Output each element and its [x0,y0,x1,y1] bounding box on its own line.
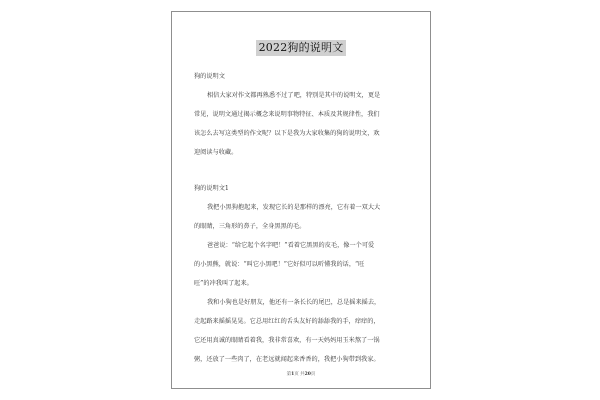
para2-line: 爸爸说：“给它起个名字吧！”看着它黑黑的皮毛，像一个可爱 [207,242,375,249]
subsection-heading: 狗的说明文1 [194,185,229,192]
para3-line: 粥，还放了一些肉了，在老远就闻起来香香的，我把小狗带到我家。 [194,356,380,363]
intro-line: 该怎么去写这类型的作文呢？以下是我为大家收集的狗的说明文，欢 [194,130,380,137]
intro-line: 常见，说明文通过揭示概念来说明事物特征、本质及其规律性，我们 [194,111,380,118]
document-title: 2022狗的说明文 [256,40,347,56]
para1-line: 的眼睛，三角形的鼻子，全身黑黑的毛。 [194,223,306,230]
para3-line: 我和小狗也是好朋友，他还有一条长长的尾巴，总是摇来摇去， [207,299,381,306]
title-wrap [172,36,430,56]
footer-mid: 页 共 [294,372,305,377]
para2-line: 旺”的冲我叫了起来。 [194,280,253,287]
para1-line: 我把小黑狗抱起来，发现它长的是那样的漂亮，它有着一双大大 [207,204,381,211]
footer-current-page: 1 [291,372,295,377]
section-heading: 狗的说明文 [194,73,225,80]
page-footer [172,372,430,378]
footer-suffix: 页 [310,372,316,377]
document-page [171,11,431,389]
para2-line: 的小黑熊，就说：“叫它小黑吧！”它好似可以听懂我的话，“旺 [194,261,365,268]
intro-line: 相信大家对作文都再熟悉不过了吧，特别是其中的说明文，更是 [207,92,381,99]
para3-line: 它还用真诚的眼睛看着我，我非常喜欢，有一天妈妈用玉米熬了一锅 [194,337,380,344]
footer-total-pages: 20 [304,372,311,377]
intro-line: 迎阅读与收藏。 [194,149,238,156]
para3-line: 走起路来摇摇晃晃。它总用红红的舌头友好的舔舔我的手，痒痒的， [194,318,380,325]
footer-prefix: 第 [286,372,292,377]
